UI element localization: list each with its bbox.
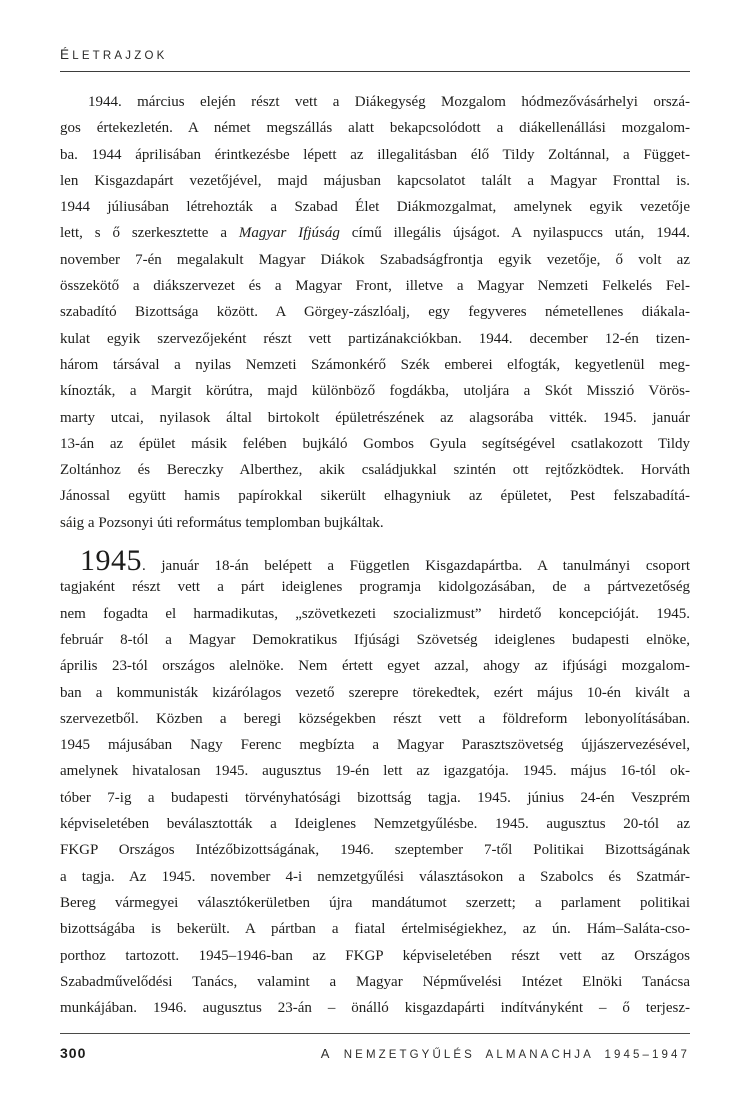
text-segment: Zoltánhoz és Bereczky Alberthez, akik családjukkal szintén ott rejtőzködtek. Horváth [60, 462, 690, 479]
text-line [60, 352, 690, 378]
text-line [60, 627, 690, 653]
text-line [60, 273, 690, 299]
text-line [60, 995, 690, 1021]
text-segment: marty utcai, nyilasok által birtokolt épületrészének az alagsorába vitték. 1945. január [60, 409, 690, 426]
text-line [60, 758, 690, 784]
page-header [60, 0, 690, 72]
text-line [60, 220, 690, 246]
page-body [60, 89, 690, 1021]
text-segment: tagjaként részt vett a párt ideiglenes programja kidolgozásában, de a pártvezetőség [60, 579, 690, 596]
text-line [60, 247, 690, 273]
text-segment: szervezetből. Közben a beregi községekben részt vett a földreform lebonyolításában. [60, 710, 690, 727]
text-segment: bizottságába is bekerült. A pártban a fiatal értelmiségiekhez, az ún. Hám–Saláta-cso- [60, 921, 690, 938]
text-segment: című illegális újságot. A nyilaspuccs után, 1944. [339, 225, 690, 242]
text-line [60, 864, 690, 890]
text-line [60, 916, 690, 942]
text-segment: sáig a Pozsonyi úti református templomban bujkáltak. [60, 514, 384, 531]
text-segment: ba. 1944 áprilisában érintkezésbe lépett az illegalitásban élő Tildy Zoltánnal, a Függet- [60, 146, 690, 163]
text-segment: FKGP Országos Intézőbizottságának, 1946. szeptember 7-től Politikai Bizottságának [60, 842, 690, 859]
paragraph-1945 [60, 544, 690, 1021]
text-line [60, 405, 690, 431]
text-segment: Jánossal együtt hamis papírokkal sikerült elhagyniuk az épületet, Pest felszabadítá- [60, 488, 690, 505]
text-line [60, 89, 690, 115]
text-segment: amelynek hivatalosan 1945. augusztus 19-én lett az igazgatója. 1945. május 16-tól ok- [60, 763, 690, 780]
text-line [60, 115, 690, 141]
text-line [60, 943, 690, 969]
text-line [60, 483, 690, 509]
text-line [60, 326, 690, 352]
text-segment: len Kisgazdapárt vezetőjével, majd májusban kapcsolatot talált a Magyar Fronttal is. [60, 172, 690, 189]
text-segment: képviseletében beválasztották a Ideiglenes Nemzetgyűlésbe. 1945. augusztus 20-tól az [60, 816, 690, 833]
text-line [60, 732, 690, 758]
text-segment: nem fogadta el harmadikutas, „szövetkezeti szocializmust” hirdető koncepcióját. 1945. [60, 605, 690, 622]
text-segment: szabadító Bizottsága között. A Görgey-zászlóalj, egy fegyveres németellenes diákala- [60, 304, 690, 321]
text-segment: február 8-tól a Magyar Demokratikus Ifjúsági Szövetség ideiglenes budapesti elnöke, [60, 631, 690, 648]
book-title: A NEMZETGYŰLÉS ALMANACHJA 1945–1947 [320, 1046, 690, 1061]
text-line [60, 142, 690, 168]
text-segment: porthoz tartozott. 1945–1946-ban az FKGP képviseletében részt vett az Országos [60, 947, 690, 964]
text-segment: a tagja. Az 1945. november 4-i nemzetgyűlési választásokon a Szabolcs és Szatmár- [60, 868, 690, 885]
text-line [60, 785, 690, 811]
text-segment: kínozták, a Margit körútra, majd különböző fogdákba, utoljára a Skót Misszió Vörös- [60, 383, 690, 400]
text-segment: három társával a nyilas Nemzeti Számonkérő Szék emberei elfogták, kegyetlenül meg- [60, 356, 690, 373]
text-segment: . január 18-án belépett a Független Kisgazdapártba. A tanulmányi csoport [142, 558, 690, 575]
text-line [60, 431, 690, 457]
year-lead: 1945 [80, 544, 142, 578]
page-number: 300 [60, 1045, 87, 1061]
text-line [60, 837, 690, 863]
text-segment: munkájában. 1946. augusztus 23-án – önálló kisgazdapárti indítványként – ő terjesz- [60, 1000, 690, 1017]
paragraph-1944 [60, 89, 690, 536]
text-segment: november 7-én megalakult Magyar Diákok Szabadságfrontja egyik vezetője, ő volt az [60, 251, 690, 268]
text-line [60, 601, 690, 627]
text-segment: 1944 júliusában létrehozták a Szabad Élet Diákmozgalmat, amelynek egyik vezetője [60, 199, 690, 216]
text-line [60, 706, 690, 732]
text-segment: Szabadművelődési Tanács, valamint a Magyar Népművelési Intézet Elnöki Tanácsa [60, 973, 690, 990]
italic-journal-title: Magyar Ifjúság [238, 225, 340, 242]
text-line [60, 680, 690, 706]
text-segment: kulat egyik szervezőjeként részt vett partizánakciókban. 1944. december 12-én tizen- [60, 330, 690, 347]
text-segment: lett, s ő szerkesztette a [60, 225, 239, 242]
text-segment: ban a kommunisták kizárólagos vezető szerepre törekedtek, ezért május 10-én kivált a [60, 684, 690, 701]
text-line [60, 457, 690, 483]
text-line [60, 510, 690, 536]
text-line [60, 969, 690, 995]
text-line [60, 811, 690, 837]
running-head-title: ÉLETRAJZOK [60, 47, 168, 62]
text-line [60, 378, 690, 404]
text-segment: gos értekezletén. A német megszállás alatt bekapcsolódott a diákellenállási mozgalom- [60, 120, 690, 137]
text-line [60, 544, 690, 578]
text-line [60, 890, 690, 916]
page-footer [60, 1033, 690, 1061]
text-line [60, 653, 690, 679]
text-line [60, 299, 690, 325]
text-segment: 1944. március elején részt vett a Diákegység Mozgalom hódmezővásárhelyi orszá- [88, 94, 690, 110]
text-segment: tóber 7-ig a budapesti törvényhatósági bizottság tagja. 1945. június 24-én Veszprém [60, 789, 690, 806]
text-line [60, 168, 690, 194]
text-segment: összekötő a diákszervezet és a Magyar Front, illetve a Magyar Nemzeti Felkelés Fel- [60, 278, 690, 295]
text-segment: 1945 májusában Nagy Ferenc megbízta a Magyar Parasztszövetség újjászervezésével, [60, 737, 690, 754]
text-segment: Bereg vármegyei választókerületben újra mandátumot szerzett; a parlament politikai [60, 894, 690, 911]
text-line [60, 574, 690, 600]
text-segment: április 23-tól országos alelnöke. Nem értett egyet azzal, ahogy az ifjúsági mozgalom- [60, 658, 690, 675]
text-line [60, 194, 690, 220]
text-segment: 13-án az épület másik felében bujkáló Gombos Gyula segítségével csatlakozott Tildy [60, 435, 690, 452]
